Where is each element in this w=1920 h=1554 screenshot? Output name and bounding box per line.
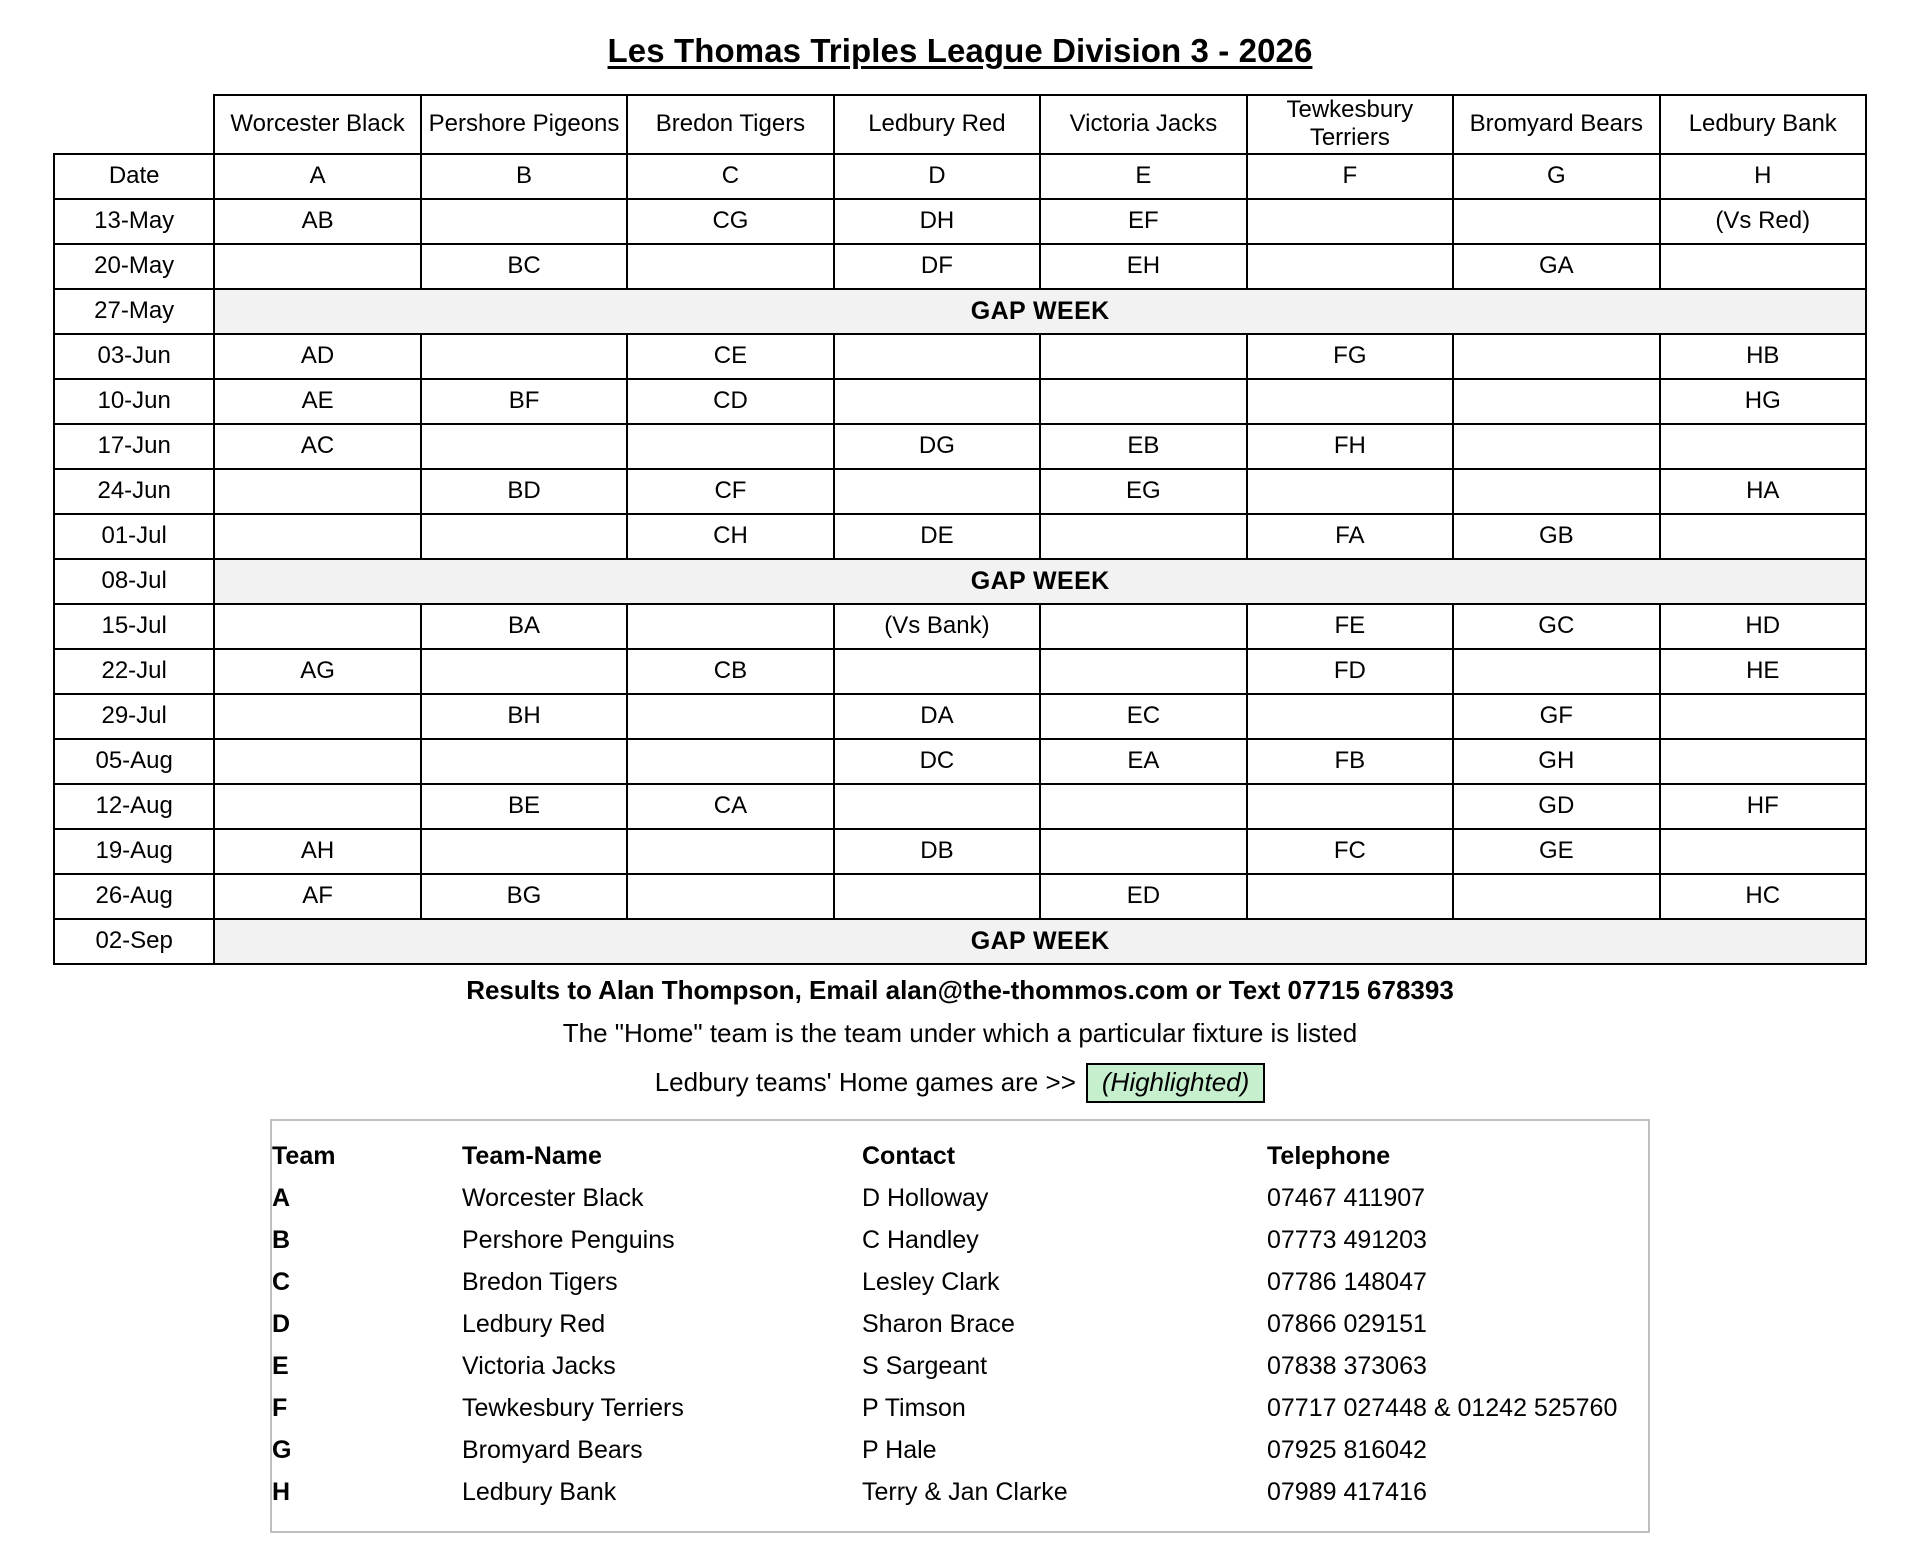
fixture-cell-c: CH xyxy=(627,514,833,559)
fixture-cell-f xyxy=(1247,874,1453,919)
fixture-date: 15-Jul xyxy=(54,604,214,649)
fixture-cell-e: EC xyxy=(1040,694,1246,739)
fixture-cell-g xyxy=(1453,649,1659,694)
contacts-team-letter: G xyxy=(272,1435,292,1464)
fixture-date: 13-May xyxy=(54,199,214,244)
fixture-gap-row xyxy=(54,919,1866,964)
team-name-header-g: Bromyard Bears xyxy=(1453,95,1659,154)
contacts-row xyxy=(272,1345,1652,1387)
fixture-cell-c: CG xyxy=(627,199,833,244)
contacts-team-letter: H xyxy=(272,1477,291,1506)
fixture-row xyxy=(54,334,1866,379)
fixture-cell-d xyxy=(834,784,1040,829)
fixture-cell-e xyxy=(1040,604,1246,649)
contacts-box xyxy=(270,1119,1650,1533)
fixture-cell-a: AC xyxy=(214,424,420,469)
fixture-cell-b xyxy=(421,424,627,469)
fixture-gap-row xyxy=(54,289,1866,334)
contacts-contact-name: C Handley xyxy=(862,1225,979,1254)
fixture-cell-e xyxy=(1040,514,1246,559)
team-letter-header-h: H xyxy=(1660,154,1866,199)
fixture-date: 24-Jun xyxy=(54,469,214,514)
fixture-cell-d xyxy=(834,649,1040,694)
fixture-cell-h: HD xyxy=(1660,604,1866,649)
contacts-header-team: Team xyxy=(272,1141,336,1170)
fixture-row xyxy=(54,649,1866,694)
team-name-header-h: Ledbury Bank xyxy=(1660,95,1866,154)
fixture-row xyxy=(54,694,1866,739)
fixture-cell-a xyxy=(214,514,420,559)
fixture-cell-c: CB xyxy=(627,649,833,694)
contacts-team-name: Victoria Jacks xyxy=(462,1351,616,1380)
team-name-header-b: Pershore Pigeons xyxy=(421,95,627,154)
fixture-cell-c xyxy=(627,874,833,919)
fixture-cell-f: FC xyxy=(1247,829,1453,874)
contacts-header-row xyxy=(272,1135,1652,1177)
contacts-team-name: Bromyard Bears xyxy=(462,1435,643,1464)
contacts-contact-name: Terry & Jan Clarke xyxy=(862,1477,1068,1506)
fixture-cell-c: CE xyxy=(627,334,833,379)
fixture-cell-b: BD xyxy=(421,469,627,514)
contacts-row xyxy=(272,1219,1652,1261)
contacts-team-name: Worcester Black xyxy=(462,1183,644,1212)
fixture-cell-b xyxy=(421,739,627,784)
fixture-cell-d: DC xyxy=(834,739,1040,784)
gap-week-cell: GAP WEEK xyxy=(214,289,1866,334)
fixture-cell-g: GB xyxy=(1453,514,1659,559)
fixture-cell-c xyxy=(627,739,833,784)
fixture-cell-c xyxy=(627,829,833,874)
team-name-header-c: Bredon Tigers xyxy=(627,95,833,154)
fixture-cell-g xyxy=(1453,379,1659,424)
contacts-header-telephone: Telephone xyxy=(1267,1141,1391,1170)
fixture-cell-e xyxy=(1040,784,1246,829)
fixture-table xyxy=(53,94,1867,965)
fixture-cell-h: (Vs Red) xyxy=(1660,199,1866,244)
fixture-cell-d: DH xyxy=(834,199,1040,244)
fixture-cell-d: DF xyxy=(834,244,1040,289)
fixture-cell-f xyxy=(1247,784,1453,829)
contacts-team-letter: C xyxy=(272,1267,291,1296)
fixture-cell-g xyxy=(1453,874,1659,919)
fixture-row xyxy=(54,784,1866,829)
fixture-cell-g: GF xyxy=(1453,694,1659,739)
fixture-cell-h xyxy=(1660,514,1866,559)
fixture-cell-a xyxy=(214,604,420,649)
fixture-date: 01-Jul xyxy=(54,514,214,559)
contacts-contact-name: P Timson xyxy=(862,1393,966,1422)
fixture-cell-d xyxy=(834,379,1040,424)
team-name-header-a: Worcester Black xyxy=(214,95,420,154)
fixture-cell-d: DB xyxy=(834,829,1040,874)
fixture-cell-g xyxy=(1453,424,1659,469)
fixture-cell-g: GA xyxy=(1453,244,1659,289)
fixture-cell-h xyxy=(1660,739,1866,784)
contacts-row xyxy=(272,1261,1652,1303)
contacts-body xyxy=(272,1177,1652,1513)
fixture-cell-a: AB xyxy=(214,199,420,244)
fixture-table-body xyxy=(54,199,1866,964)
fixture-cell-e: EH xyxy=(1040,244,1246,289)
team-name-header-f: Tewkesbury Terriers xyxy=(1247,95,1453,154)
fixture-cell-d: (Vs Bank) xyxy=(834,604,1040,649)
team-name-header-row xyxy=(54,95,1866,154)
fixture-row xyxy=(54,244,1866,289)
fixture-cell-c: CD xyxy=(627,379,833,424)
fixture-date: 08-Jul xyxy=(54,559,214,604)
fixture-cell-b: BF xyxy=(421,379,627,424)
contacts-team-name: Ledbury Red xyxy=(462,1309,606,1338)
fixture-cell-b: BC xyxy=(421,244,627,289)
fixture-cell-c xyxy=(627,424,833,469)
fixture-cell-h: HB xyxy=(1660,334,1866,379)
team-letter-header-a: A xyxy=(214,154,420,199)
fixture-cell-c xyxy=(627,694,833,739)
fixture-cell-g xyxy=(1453,334,1659,379)
fixture-cell-f: FG xyxy=(1247,334,1453,379)
fixture-cell-c: CF xyxy=(627,469,833,514)
team-letter-header-b: B xyxy=(421,154,627,199)
contacts-container xyxy=(0,1119,1920,1533)
fixture-row xyxy=(54,199,1866,244)
fixture-cell-g: GD xyxy=(1453,784,1659,829)
contacts-telephone: 07925 816042 xyxy=(1267,1435,1427,1464)
fixture-cell-e: EA xyxy=(1040,739,1246,784)
fixture-cell-g: GH xyxy=(1453,739,1659,784)
team-letter-header-e: E xyxy=(1040,154,1246,199)
fixture-cell-h xyxy=(1660,244,1866,289)
fixture-cell-b xyxy=(421,829,627,874)
results-contact-note: Results to Alan Thompson, Email alan@the-thommos.com or Text 07715 678393 xyxy=(466,974,1454,1005)
contacts-table xyxy=(272,1135,1652,1513)
fixture-cell-b: BA xyxy=(421,604,627,649)
fixture-cell-e: EF xyxy=(1040,199,1246,244)
fixture-cell-c: CA xyxy=(627,784,833,829)
fixture-date: 29-Jul xyxy=(54,694,214,739)
fixture-cell-e: ED xyxy=(1040,874,1246,919)
fixture-cell-f xyxy=(1247,379,1453,424)
fixture-date: 19-Aug xyxy=(54,829,214,874)
fixture-gap-row xyxy=(54,559,1866,604)
fixture-table-head xyxy=(54,95,1866,199)
fixture-cell-g: GC xyxy=(1453,604,1659,649)
fixture-cell-a: AG xyxy=(214,649,420,694)
fixture-row xyxy=(54,469,1866,514)
contacts-row xyxy=(272,1177,1652,1219)
team-letter-header-f: F xyxy=(1247,154,1453,199)
fixture-date: 02-Sep xyxy=(54,919,214,964)
fixture-cell-d: DA xyxy=(834,694,1040,739)
fixture-date: 27-May xyxy=(54,289,214,334)
page-title xyxy=(0,0,1920,70)
fixture-cell-h xyxy=(1660,694,1866,739)
fixture-cell-f: FE xyxy=(1247,604,1453,649)
fixture-cell-d xyxy=(834,334,1040,379)
fixture-cell-e: EG xyxy=(1040,469,1246,514)
contacts-telephone: 07838 373063 xyxy=(1267,1351,1427,1380)
contacts-contact-name: S Sargeant xyxy=(862,1351,988,1380)
fixture-cell-f xyxy=(1247,199,1453,244)
fixture-date: 03-Jun xyxy=(54,334,214,379)
fixture-cell-f: FA xyxy=(1247,514,1453,559)
team-letter-header-row xyxy=(54,154,1866,199)
team-letter-header-c: C xyxy=(627,154,833,199)
fixture-cell-h xyxy=(1660,829,1866,874)
fixture-cell-a xyxy=(214,784,420,829)
contacts-team-letter: F xyxy=(272,1393,288,1422)
fixture-date: 10-Jun xyxy=(54,379,214,424)
fixture-cell-e xyxy=(1040,649,1246,694)
contacts-telephone: 07717 027448 & 01242 525760 xyxy=(1267,1393,1618,1422)
fixture-cell-f xyxy=(1247,244,1453,289)
contacts-contact-name: P Hale xyxy=(862,1435,937,1464)
fixture-row xyxy=(54,874,1866,919)
gap-week-cell: GAP WEEK xyxy=(214,559,1866,604)
fixture-cell-a xyxy=(214,694,420,739)
contacts-team-name: Pershore Penguins xyxy=(462,1225,675,1254)
fixture-cell-b xyxy=(421,649,627,694)
fixture-cell-h: HE xyxy=(1660,649,1866,694)
contacts-team-letter: A xyxy=(272,1183,291,1212)
contacts-contact-name: Lesley Clark xyxy=(862,1267,1000,1296)
fixture-row xyxy=(54,829,1866,874)
fixture-cell-e: EB xyxy=(1040,424,1246,469)
fixture-cell-d: DG xyxy=(834,424,1040,469)
header-corner-blank xyxy=(54,95,214,154)
fixture-date: 17-Jun xyxy=(54,424,214,469)
fixture-cell-f xyxy=(1247,469,1453,514)
highlight-legend-row xyxy=(0,1063,1920,1104)
contacts-telephone: 07786 148047 xyxy=(1267,1267,1427,1296)
fixture-cell-a: AF xyxy=(214,874,420,919)
fixture-date: 05-Aug xyxy=(54,739,214,784)
team-letter-header-g: G xyxy=(1453,154,1659,199)
team-name-header-d: Ledbury Red xyxy=(834,95,1040,154)
fixture-cell-d xyxy=(834,874,1040,919)
fixture-date: 26-Aug xyxy=(54,874,214,919)
fixture-cell-b xyxy=(421,199,627,244)
highlight-legend-label: Ledbury teams' Home games are >> xyxy=(654,1067,1076,1098)
contacts-contact-name: Sharon Brace xyxy=(862,1309,1015,1338)
contacts-team-name: Tewkesbury Terriers xyxy=(462,1393,684,1422)
team-name-header-e: Victoria Jacks xyxy=(1040,95,1246,154)
fixture-row xyxy=(54,379,1866,424)
fixture-cell-d xyxy=(834,469,1040,514)
page-title-text: Les Thomas Triples League Division 3 - 2026 xyxy=(607,32,1313,69)
fixture-date: 20-May xyxy=(54,244,214,289)
fixture-cell-b: BG xyxy=(421,874,627,919)
contacts-contact-name: D Holloway xyxy=(862,1183,989,1212)
contacts-row xyxy=(272,1429,1652,1471)
fixture-cell-a xyxy=(214,469,420,514)
gap-week-cell: GAP WEEK xyxy=(214,919,1866,964)
fixture-cell-c xyxy=(627,604,833,649)
fixture-cell-a: AD xyxy=(214,334,420,379)
contacts-telephone: 07773 491203 xyxy=(1267,1225,1427,1254)
fixture-cell-b xyxy=(421,334,627,379)
fixture-date: 12-Aug xyxy=(54,784,214,829)
contacts-row xyxy=(272,1471,1652,1513)
fixture-cell-a: AE xyxy=(214,379,420,424)
fixture-cell-a xyxy=(214,739,420,784)
fixture-date: 22-Jul xyxy=(54,649,214,694)
fixture-cell-g xyxy=(1453,469,1659,514)
fixture-cell-h: HG xyxy=(1660,379,1866,424)
contacts-team-letter: E xyxy=(272,1351,289,1380)
fixture-cell-h: HC xyxy=(1660,874,1866,919)
fixture-cell-e xyxy=(1040,829,1246,874)
fixture-cell-h: HA xyxy=(1660,469,1866,514)
home-team-note: The "Home" team is the team under which a particular fixture is listed xyxy=(562,1017,1358,1048)
contacts-telephone: 07989 417416 xyxy=(1267,1477,1427,1506)
fixture-cell-f: FB xyxy=(1247,739,1453,784)
fixture-cell-e xyxy=(1040,379,1246,424)
fixture-cell-b xyxy=(421,514,627,559)
contacts-head xyxy=(272,1135,1652,1177)
fixture-cell-b: BH xyxy=(421,694,627,739)
fixture-table-container xyxy=(0,94,1920,965)
fixture-cell-f xyxy=(1247,694,1453,739)
contacts-header-team-name: Team-Name xyxy=(462,1141,602,1170)
fixture-cell-f: FD xyxy=(1247,649,1453,694)
highlight-legend-chip: (Highlighted) xyxy=(1086,1063,1265,1104)
contacts-team-name: Bredon Tigers xyxy=(462,1267,618,1296)
fixture-cell-f: FH xyxy=(1247,424,1453,469)
fixture-cell-b: BE xyxy=(421,784,627,829)
date-column-header: Date xyxy=(54,154,214,199)
contacts-row xyxy=(272,1387,1652,1429)
fixture-cell-h xyxy=(1660,424,1866,469)
fixture-row xyxy=(54,424,1866,469)
contacts-header-contact: Contact xyxy=(862,1141,956,1170)
fixture-cell-h: HF xyxy=(1660,784,1866,829)
contacts-team-letter: B xyxy=(272,1225,291,1254)
contacts-team-name: Ledbury Bank xyxy=(462,1477,617,1506)
fixture-cell-d: DE xyxy=(834,514,1040,559)
fixture-row xyxy=(54,739,1866,784)
fixture-cell-g xyxy=(1453,199,1659,244)
team-letter-header-d: D xyxy=(834,154,1040,199)
fixture-cell-e xyxy=(1040,334,1246,379)
fixture-cell-c xyxy=(627,244,833,289)
contacts-telephone: 07467 411907 xyxy=(1267,1183,1426,1212)
fixture-cell-a: AH xyxy=(214,829,420,874)
fixture-row xyxy=(54,604,1866,649)
fixture-cell-a xyxy=(214,244,420,289)
fixture-cell-g: GE xyxy=(1453,829,1659,874)
fixture-row xyxy=(54,514,1866,559)
contacts-row xyxy=(272,1303,1652,1345)
contacts-telephone: 07866 029151 xyxy=(1267,1309,1427,1338)
contacts-team-letter: D xyxy=(272,1309,291,1338)
notes-section xyxy=(0,975,1920,1104)
